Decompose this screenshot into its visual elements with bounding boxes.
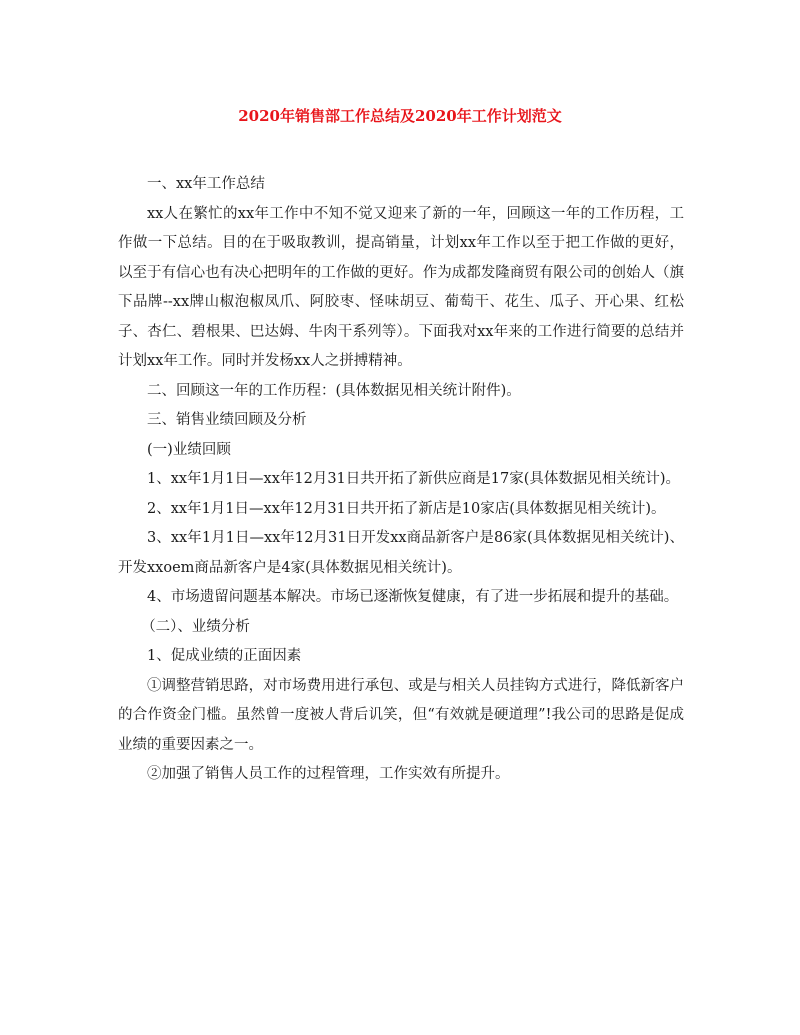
- list-item-stores: 2、xx年1月1日—xx年12月31日共开拓了新店是10家店(具体数据见相关统计)。: [147, 500, 666, 517]
- list-item-marketing-strategy: ①调整营销思路，对市场费用进行承包、或是与相关人员挂钩方式进行，降低新客户的合作资金门槛。虽然曾一度被人背后讥笑，但“有效就是硬道理”!我公司的思路是促成业绩的重要因素之一。: [118, 677, 684, 753]
- subheading-performance-analysis: （二）、业绩分析: [141, 618, 250, 635]
- section-heading-review: 二、回顾这一年的工作历程：(具体数据见相关统计附件)。: [147, 382, 521, 399]
- list-item-suppliers: 1、xx年1月1日—xx年12月31日共开拓了新供应商是17家(具体数据见相关统计)。: [147, 471, 681, 487]
- document-title: 2020年销售部工作总结及2020年工作计划范文: [238, 107, 562, 125]
- section-heading-summary: 一、xx年工作总结: [147, 176, 265, 192]
- subheading-performance-review: (一)业绩回顾: [147, 441, 231, 458]
- section-heading-sales-analysis: 三、销售业绩回顾及分析: [147, 412, 307, 428]
- subheading-positive-factors: 1、促成业绩的正面因素: [147, 648, 302, 664]
- document-body: [118, 170, 684, 790]
- list-item-customers: 3、xx年1月1日—xx年12月31日开发xx商品新客户是86家(具体数据见相关统计)、开发xxoem商品新客户是4家(具体数据见相关统计)。: [118, 530, 684, 576]
- list-item-process-management: ②加强了销售人员工作的过程管理，工作实效有所提升。: [147, 766, 510, 782]
- paragraph-intro: xx人在繁忙的xx年工作中不知不觉又迎来了新的一年，回顾这一年的工作历程，工作做一下总结。目的在于吸取教训，提高销量，计划xx年工作以至于把工作做的更好，以至于有信心也有决心把明年的工作做的更好。作为成都发隆商贸有限公司的创始人（旗下品牌--xx牌山椒泡椒凤爪、阿胶枣、怪味胡豆、葡萄干、花生、瓜子、开心果、红松子、杏仁、碧根果、巴达姆、牛肉干系列等）。下面我对xx年来的工作进行简要的总结并计划xx年工作。同时并发杨xx人之拼搏精神。: [118, 205, 684, 369]
- list-item-market-issues: 4、市场遗留问题基本解决。市场已逐渐恢复健康，有了进一步拓展和提升的基础。: [147, 589, 679, 605]
